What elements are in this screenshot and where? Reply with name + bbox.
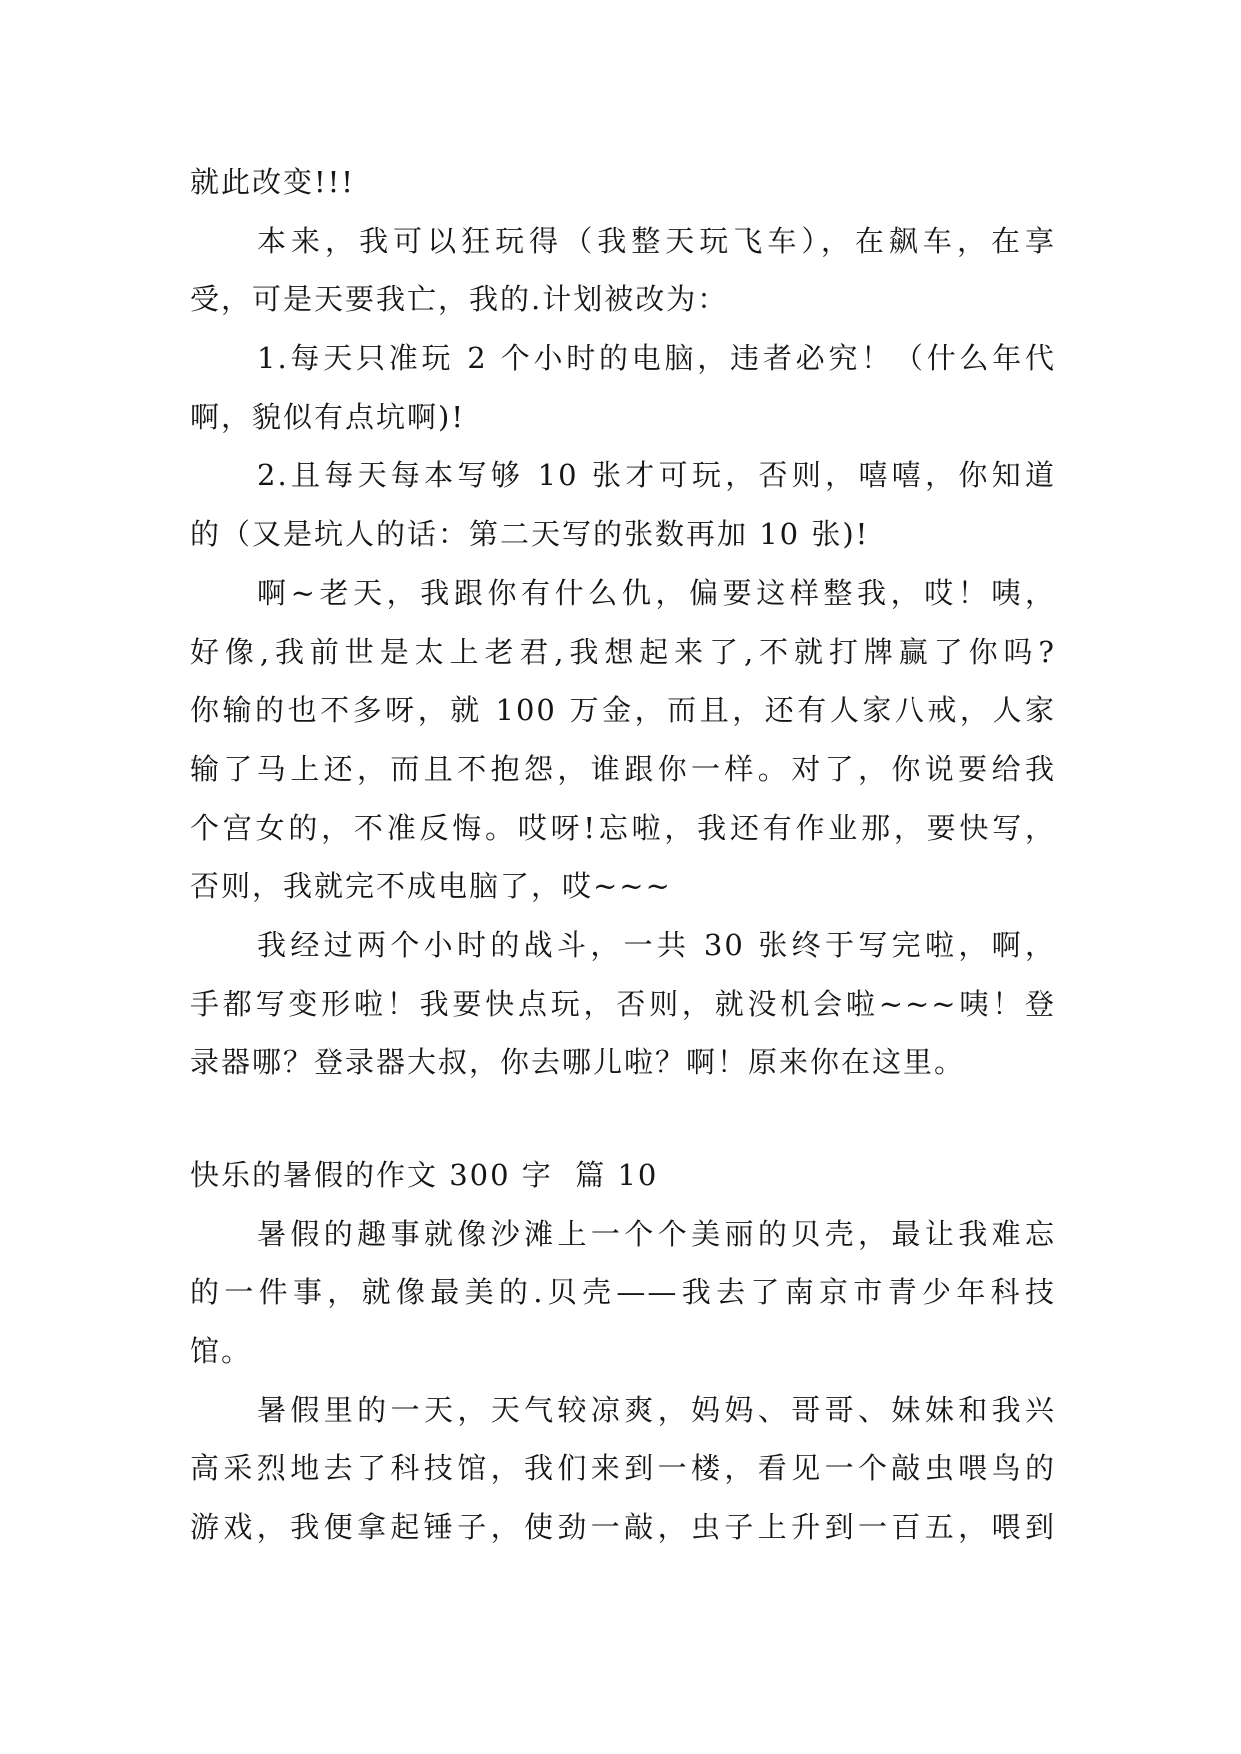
paragraph-line: 啊~老天，我跟你有什么仇，偏要这样整我，哎！咦， [257, 575, 1056, 610]
paragraph [190, 1205, 1056, 1381]
paragraph-line: 输了马上还，而且不抱怨，谁跟你一样。对了，你说要给我 [190, 751, 1056, 786]
paragraph-line: 暑假里的一天，天气较凉爽，妈妈、哥哥、妹妹和我兴 [257, 1392, 1056, 1427]
paragraph-line: 2.且每天每本写够 10 张才可玩，否则，嘻嘻，你知道 [257, 458, 1056, 493]
paragraph-line: 的（又是坑人的话：第二天写的张数再加 10 张)! [190, 517, 870, 552]
essay-heading: 快乐的暑假的作文 300 字 篇 10 [190, 1158, 659, 1192]
paragraph-line: 手都写变形啦！我要快点玩，否则，就没机会啦~~~咦！登 [190, 986, 1056, 1021]
paragraph [190, 446, 1056, 563]
paragraph-line: 受，可是天要我亡，我的.计划被改为： [190, 282, 729, 317]
paragraph [190, 329, 1056, 446]
paragraph [190, 916, 1056, 1092]
paragraph-line: 馆。 [190, 1334, 253, 1369]
paragraph-line: 否则，我就完不成电脑了，哎~~~ [190, 869, 672, 904]
paragraph-line: 本来，我可以狂玩得（我整天玩飞车），在飙车，在享 [257, 223, 1056, 258]
paragraph [190, 153, 1056, 212]
paragraph [190, 212, 1056, 329]
paragraph-line: 就此改变!!! [190, 165, 355, 199]
paragraph-line: 啊，貌似有点坑啊)! [190, 399, 465, 434]
paragraph [190, 564, 1056, 916]
paragraph-line: 我经过两个小时的战斗，一共 30 张终于写完啦，啊， [257, 927, 1056, 962]
document-body [190, 153, 1056, 1557]
paragraph-line: 高采烈地去了科技馆，我们来到一楼，看见一个敲虫喂鸟的 [190, 1451, 1056, 1486]
paragraph [190, 1381, 1056, 1557]
paragraph-line: 1.每天只准玩 2 个小时的电脑，违者必究！（什么年代 [257, 341, 1056, 376]
paragraph-line: 你输的也不多呀，就 100 万金，而且，还有人家八戒，人家 [190, 693, 1056, 728]
paragraph-line: 游戏，我便拿起锤子，使劲一敲，虫子上升到一百五，喂到 [190, 1510, 1056, 1545]
paragraph-line: 的一件事，就像最美的.贝壳——我去了南京市青少年科技 [190, 1275, 1056, 1310]
paragraph-line: 暑假的趣事就像沙滩上一个个美丽的贝壳，最让我难忘 [257, 1216, 1056, 1251]
paragraph-line: 录器哪？登录器大叔，你去哪儿啦？啊！原来你在这里。 [190, 1045, 966, 1080]
paragraph-line: 个宫女的，不准反悔。哎呀!忘啦，我还有作业那，要快写， [190, 810, 1056, 845]
paragraph-line: 好像,我前世是太上老君,我想起来了,不就打牌赢了你吗? [190, 634, 1056, 669]
